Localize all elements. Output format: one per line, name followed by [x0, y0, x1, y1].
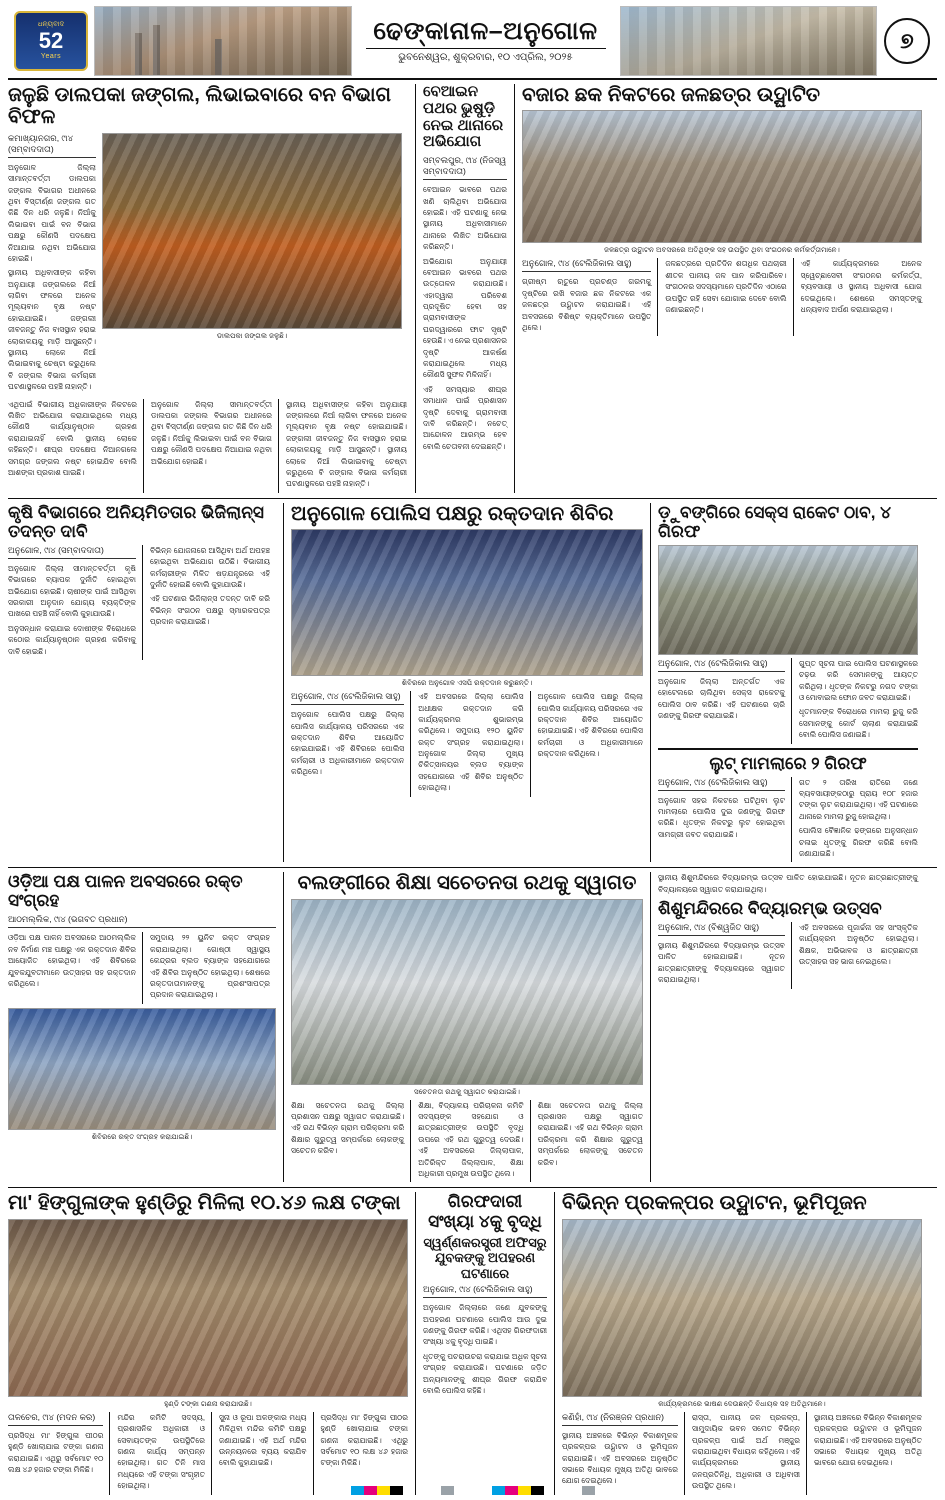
headline-illegal-stone: ବେଆଇନ ପଥର ଭୁଷୁଡ଼ି ନେଇ ଥାନାରେ ଅଭିଯୋଗ — [423, 83, 504, 151]
ratha-col-2 — [410, 1100, 523, 1183]
fire-para-5: ସ୍ଥାନୀୟ ଅଧିବାସୀଙ୍କ କହିବା ଅନୁଯାୟୀ ଜଙ୍ଗଲରେ ନିଆଁ ଲାଗିବା ଫଳରେ ଅନେକ ମୂଲ୍ୟବାନ ବୃକ୍ଷ ନଷ୍ଟ ହୋଇଯାଇଛି। ଜଙ୍ଗଲୀ ଜୀବଜନ୍ତୁ ନିଜ ବାସସ୍ଥାନ ହରାଇ ଲୋକାଳୟକୁ ମାଡ଼ି ଆସୁଛନ୍ତି। ସ୍ଥାନୀୟ ଲୋକେ ନିଆଁ ଲିଭାଇବାକୁ ଚେଷ୍ଟା କରୁଥିଲେ ବି ଜଙ୍ଗଲ ବିଭାଗ କର୍ମଚାରୀ ଘଟଣାସ୍ଥଳରେ ପହଞ୍ଚି ନାହାନ୍ତି। — [286, 399, 407, 489]
byline-loot: ଅନୁଗୋଳ, ୯ା୪ (ଟେଲିଜିକାଲ ସାହୁ) — [658, 777, 785, 791]
odia-blood-para-1: ଓଡ଼ିଆ ପକ୍ଷ ପାଳନ ଅବସରରେ ଆଠମଲ୍ଲିକ ନବ ନିର୍ମାଣ ମଞ୍ଚ ପକ୍ଷରୁ ଏକ ରକ୍ତଦାନ ଶିବିର ଆୟୋଜିତ ହୋଇଥିଲା। ଏହି ଶିବିରରେ ଯୁବକଯୁବତୀମାନେ ଉତ୍ସାହର ସହ ରକ୍ତଦାନ କରିଥିଲେ। — [8, 933, 136, 988]
inaug-para-1: ସ୍ଥାନୀୟ ଅଞ୍ଚଳରେ ବିଭିନ୍ନ ବିକାଶମୂଳକ ପ୍ରକଳ୍ପର ଉଦ୍ଘାଟନ ଓ ଭୂମିପୂଜନ କରାଯାଇଛି। ଏହି ଅବସରରେ ଅନୁଷ୍ଠିତ ସଭାରେ ବିଧାୟକ ମୁଖ୍ୟ ଅତିଥି ଭାବରେ ଯୋଗ ଦେଇଥିଲେ। — [562, 1430, 678, 1486]
section-ratha — [8, 868, 937, 1188]
school-col-1 — [658, 922, 785, 989]
article-water-kiosk — [514, 84, 922, 493]
color-bar-group-3 — [492, 1486, 544, 1495]
byline-fire: କମାଖ୍ୟାନଗର, ୯ା୪ (ସମ୍ବାଦଦାତା) — [8, 133, 96, 158]
ratha-col-1 — [291, 1100, 404, 1183]
byline-inauguration: କଣିହାଁ, ୯ା୪ (ନିରଞ୍ଜନ ପ୍ରଧାନ) — [562, 1412, 678, 1426]
temple-col-1 — [8, 1412, 103, 1495]
color-bar-group-1 — [351, 1486, 403, 1495]
caption-temple-hundi: ହୁଣ୍ଡି ଟଙ୍କା ଗଣନା କରାଯାଉଛି। — [164, 1398, 252, 1408]
fire-photo-col — [102, 133, 402, 396]
stone-para-2: ଅଭିଯୋଗ ଅନୁଯାୟୀ ବେଆଇନ ଭାବରେ ପଥର ଉତ୍ତୋଳନ କରାଯାଉଛି। ଏହାଦ୍ୱାରା ପରିବେଶ ପ୍ରଦୂଷିତ ହେବା ସହ ଗ୍ରାମବାସୀଙ୍କ ଘରଦ୍ୱାରରେ ଫାଟ ସୃଷ୍ଟି ହେଉଛି। ଏ ନେଇ ପ୍ରଶାସନର ଦୃଷ୍ଟି ଆକର୍ଷଣ କରାଯାଇଥିଲେ ମଧ୍ୟ କୌଣସି ସୁଫଳ ମିଳିନାହିଁ। — [423, 256, 507, 380]
caption-police-blood-camp: ଶିବିରରେ ଅନୁଗୋଳ ଏସପି ରକ୍ତଦାନ କରୁଛନ୍ତି। — [401, 678, 533, 688]
photo-forest-fire — [102, 133, 402, 329]
stone-para-1: ବେଆଇନ ଭାବରେ ପଥର ଖଣି ଚାଲିଥିବା ଅଭିଯୋଗ ହୋଇଛି। ଏହି ଘଟଣାକୁ ନେଇ ସ୍ଥାନୀୟ ଅଧିବାସୀମାନେ ଥାନାରେ ଲିଖିତ ଅଭିଯୋଗ କରିଛନ୍ତି। — [423, 185, 507, 252]
headline-forest-fire: ଜଳୁଛି ଡାଲପକା ଜଙ୍ଗଲ, ଲିଭାଇବାରେ ବନ ବିଭାଗ ବିଫଳ — [8, 84, 391, 129]
odia-blood-col-1 — [8, 932, 136, 1003]
photo-odia-blood — [8, 1008, 276, 1130]
article-forest-fire — [8, 84, 408, 493]
fire-para-2: ସ୍ଥାନୀୟ ଅଧିବାସୀଙ୍କ କହିବା ଅନୁଯାୟୀ ଜଙ୍ଗଲରେ ନିଆଁ ଲାଗିବା ଫଳରେ ଅନେକ ମୂଲ୍ୟବାନ ବୃକ୍ଷ ନଷ୍ଟ ହୋଇଯାଇଛି। ଜଙ୍ଗଲୀ ଜୀବଜନ୍ତୁ ନିଜ ବାସସ୍ଥାନ ହରାଇ ଲୋକାଳୟକୁ ମାଡ଼ି ଆସୁଛନ୍ତି। ସ୍ଥାନୀୟ ଲୋକେ ନିଆଁ ଲିଭାଇବାକୁ ଚେଷ୍ଟା କରୁଥିଲେ ବି ଜଙ୍ଗଲ ବିଭାଗ କର୍ମଚାରୀ ଘଟଣାସ୍ଥଳରେ ପହଞ୍ଚି ନାହାନ୍ତି। — [8, 268, 96, 392]
agri-para-3: ବିଭିନ୍ନ ଯୋଜନାରେ ଆସିଥିବା ଅର୍ଥ ଅପହଞ୍ଚ ହୋଇଥିବା ଅଭିଯୋଗ ଉଠିଛି। ବିଭାଗୀୟ କର୍ମଚାରୀଙ୍କ ମିଳିତ ଷଡ଼ଯନ୍ତ୍ରରେ ଏହି ଦୁର୍ନୀତି ହୋଇଛି ବୋଲି କୁହାଯାଉଛି। — [150, 545, 270, 589]
article-odia-blood — [8, 872, 276, 1182]
blood-para-3: ଅନୁଗୋଳ ପୋଲିସ ପକ୍ଷରୁ ଜିଲ୍ଲା ପୋଲିସ କାର୍ଯ୍ୟାଳୟ ପରିସରରେ ଏକ ରକ୍ତଦାନ ଶିବିର ଆୟୋଜିତ ହୋଇଯାଇଛି। ଏହି ଶିବିରରେ ପୋଲିସ କର୍ମଚାରୀ ଓ ଅଧିକାରୀମାନେ ରକ୍ତଦାନ କରିଥିଲେ। — [537, 692, 643, 759]
headline-loot: ଲୁଟ୍ ମାମଲାରେ ୨ ଗିରଫ — [709, 753, 867, 773]
water-text-col-3 — [793, 258, 922, 336]
agri-para-4: ଏହି ଘଟଣାର ଭିଜିଲାନ୍ସ ତଦନ୍ତ ଦାବି କରି ବିଭିନ୍ନ ସଂଗଠନ ପକ୍ଷରୁ ସ୍ମାରକପତ୍ର ପ୍ରଦାନ କରାଯାଇଛି। — [150, 594, 270, 627]
byline-water: ଅନୁଗୋଳ, ୯ା୪ (ଟେଲିଜିକାଲ ସାହୁ) — [522, 258, 651, 272]
headline-water-kiosk: ବଜାର ଛକ ନିକଟରେ ଜଳଛତ୍ର ଉଦ୍ଘାଟିତ — [522, 84, 821, 106]
masthead — [8, 6, 937, 80]
title-block — [352, 6, 620, 76]
inaug-col-3 — [806, 1412, 922, 1495]
headline-police-blood-camp: ଅନୁଗୋଳ ପୋଲିସ ପକ୍ଷରୁ ରକ୍ତଦାନ ଶିବିର — [291, 502, 614, 525]
school-col-2 — [791, 922, 918, 989]
fire-text-col-1 — [8, 133, 96, 396]
page-number: ୭ — [884, 18, 930, 64]
racket-para-3: ଧୃତମାନଙ୍କ ବିରୋଧରେ ମାମଲା ରୁଜୁ କରି ସେମାନଙ୍କୁ କୋର୍ଟ ଚାଲାଣ କରାଯାଇଛି ବୋଲି ପୋଲିସ ଜଣାଇଛି। — [798, 707, 918, 740]
badge-top-label: ଧନ୍ୟବାଦ — [37, 21, 65, 29]
photo-police-blood-camp — [291, 529, 643, 676]
headline-agriculture: କୃଷି ବିଭାଗରେ ଅନିୟମିତତାର ଭିଜିଲାନ୍ସ ତଦନ୍ତ ଦାବି — [8, 502, 264, 541]
headline-school: ଶିଶୁମନ୍ଦିରରେ ବିଦ୍ୟାରମ୍ଭ ଉତ୍ସବ — [658, 899, 882, 919]
racket-col-2 — [791, 658, 918, 744]
fire-text-col-3 — [143, 399, 272, 493]
arrest-para-2: ଧୃତଙ୍କୁ ପଚରାଉଚରା କରାଯାଇ ଅଧିକ ସୂଚନା ସଂଗ୍ରହ କରାଯାଉଛି। ଘଟଣାରେ ଜଡ଼ିତ ଅନ୍ୟମାନଙ୍କୁ ଶୀଘ୍ର ଗିରଫ କରାଯିବ ବୋଲି ପୋଲିସ କହିଛି। — [423, 1351, 547, 1396]
article-school — [650, 872, 918, 1182]
agri-para-2: ଅନୁସନ୍ଧାନ କରାଯାଇ ଦୋଷୀଙ୍କ ବିରୋଧରେ କଠୋର କାର୍ଯ୍ୟାନୁଷ୍ଠାନ ଗ୍ରହଣ କରିବାକୁ ଦାବି ହୋଇଛି। — [8, 623, 136, 656]
temple-col-2 — [109, 1412, 205, 1495]
water-text-col-1 — [522, 258, 651, 336]
loot-para-2: ଗତ ୨ ତାରିଖ ରାତିରେ ଜଣେ ବ୍ୟବସାୟୀଙ୍କଠାରୁ ପ୍ରାୟ ୧୦୮ ହଜାର ଟଙ୍କା ଲୁଟ କରାଯାଇଥିଲା। ଏହି ଘଟଣାରେ ଥାନାରେ ମାମଲା ରୁଜୁ ହୋଇଥିଲା। — [798, 777, 918, 821]
stone-para-3: ଏହି ସମସ୍ୟାର ଶୀଘ୍ର ସମାଧାନ ପାଇଁ ପ୍ରଶାସନ ଦୃଷ୍ଟି ଦେବାକୁ ଗ୍ରାମବାସୀ ଦାବି କରିଛନ୍ତି। ନଚେତ୍ ଆନ୍ଦୋଳନ ଆରମ୍ଭ ହେବ ବୋଲି ଚେତାବନୀ ଦେଇଛନ୍ତି। — [423, 384, 507, 451]
byline-temple: ତାଳଚେର, ୯ା୪ (ମଦନ କର) — [8, 1412, 103, 1426]
water-para-2: ଜଳଛତ୍ରରେ ପ୍ରତିଦିନ ଶତାଧିକ ପଥଚାରୀ ଶୀତଳ ପାନୀୟ ଜଳ ପାନ କରିପାରିବେ। ସଂଗଠନର ସଦସ୍ୟମାନେ ପ୍ରତିଦିନ ଏଠାରେ ଉପସ୍ଥିତ ରହି ସେବା ଯୋଗାଇ ଦେବେ ବୋଲି ଜଣାଇଛନ୍ତି। — [665, 259, 787, 314]
masthead-photo-right — [620, 6, 878, 76]
headline-inauguration: ବିଭିନ୍ନ ପ୍ରକଳ୍ପର ଉଦ୍ଘାଟନ, ଭୂମିପୂଜନ — [562, 1192, 867, 1215]
article-arrest-count — [415, 1192, 547, 1494]
temple-col-3 — [211, 1412, 307, 1495]
blood-col-1 — [291, 691, 404, 797]
school-para-2: ଏହି ଅବସରରେ ପୂଜାର୍ଚ୍ଚନା ସହ ସାଂସ୍କୃତିକ କାର୍ଯ୍ୟକ୍ରମ ଅନୁଷ୍ଠିତ ହୋଇଥିଲା। ଶିକ୍ଷକ, ଅଭିଭାବକ ଓ ଛାତ୍ରଛାତ୍ରୀ ଉତ୍ସାହର ସହ ଭାଗ ନେଇଥିଲେ। — [798, 923, 918, 967]
article-education-ratha — [283, 872, 643, 1182]
ratha-para-1: ଶିକ୍ଷା ସଚେତନତା ରଥକୁ ଜିଲ୍ଲା ପ୍ରଶାସନ ପକ୍ଷରୁ ସ୍ୱାଗତ କରାଯାଇଛି। ଏହି ରଥ ବିଭିନ୍ନ ଗ୍ରାମ ପରିକ୍ରମା କରି ଶିକ୍ଷାର ଗୁରୁତ୍ୱ ସମ୍ପର୍କରେ ଲୋକଙ୍କୁ ସଚେତନ କରିବ। — [291, 1100, 405, 1156]
ratha-para-2: ଶିକ୍ଷା, ବିଦ୍ୟାଳୟ ପରିଚାଳନା କମିଟି ସଦସ୍ୟଙ୍କ ସହଯୋଗ ଓ ଛାତ୍ରଛାତ୍ରୀଙ୍କ ଉପସ୍ଥିତି ବୃଦ୍ଧି ଉପରେ ଏହି ରଥ ଗୁରୁତ୍ୱ ଦେଉଛି। ଏହି ଅବସରରେ ଜିଲ୍ଲାପାଳ, ଅତିରିକ୍ତ ଜିଲ୍ଲାପାଳ, ଶିକ୍ଷା ଅଧିକାରୀ ପ୍ରମୁଖ ଉପସ୍ଥିତ ଥିଲେ। — [418, 1100, 524, 1179]
loot-col-2 — [791, 777, 918, 863]
anniversary-badge — [14, 11, 88, 71]
caption-forest-fire: ଡାଲପକା ଜଙ୍ଗଲ ଜଳୁଛି। — [216, 330, 288, 340]
photo-water-kiosk — [522, 110, 922, 243]
caption-inauguration: କାର୍ଯ୍ୟକ୍ରମରେ ଭାଷଣ ଦେଉଛନ୍ତି ବିଧାୟକ ସହ ଅତିଥିମାନେ। — [658, 1398, 826, 1408]
color-bar-group-2 — [441, 1486, 454, 1495]
article-illegal-stone — [415, 84, 507, 493]
badge-number: 52 — [38, 27, 64, 53]
school-para-1: ସ୍ଥାନୀୟ ଶିଶୁମନ୍ଦିରରେ ବିଦ୍ୟାରମ୍ଭ ଉତ୍ସବ ପାଳିତ ହୋଇଯାଇଛି। ନୂତନ ଛାତ୍ରଛାତ୍ରୀଙ୍କୁ ବିଦ୍ୟାଳୟରେ ସ୍ୱାଗତ କରାଯାଇଥିଲା। — [658, 941, 785, 985]
agri-para-1: ଅନୁଗୋଳ ଜିଲ୍ଲା ସୀମାନ୍ତବର୍ତ୍ତୀ କୃଷି ବିଭାଗରେ ବ୍ୟାପକ ଦୁର୍ନୀତି ହୋଇଥିବା ଅଭିଯୋଗ ହୋଇଛି। ଚାଷୀଙ୍କ ପାଇଁ ଆସିଥିବା ସରକାରୀ ଅନୁଦାନ ଯୋଗ୍ୟ ବ୍ୟକ୍ତିଙ୍କ ପାଖରେ ପହଞ୍ଚି ନାହିଁ ବୋଲି କୁହାଯାଉଛି। — [8, 563, 136, 619]
headline-education-ratha: ବଲଙ୍ଗୀରେ ଶିକ୍ଷା ସଚେତନତା ରଥକୁ ସ୍ୱାଗତ — [297, 872, 637, 895]
inaug-para-3: ସ୍ଥାନୀୟ ଅଞ୍ଚଳରେ ବିଭିନ୍ନ ବିକାଶମୂଳକ ପ୍ରକଳ୍ପର ଉଦ୍ଘାଟନ ଓ ଭୂମିପୂଜନ କରାଯାଇଛି। ଏହି ଅବସରରେ ଅନୁଷ୍ଠିତ ସଭାରେ ବିଧାୟକ ମୁଖ୍ୟ ଅତିଥି ଭାବରେ ଯୋଗ ଦେଇଥିଲେ। — [813, 1412, 923, 1468]
fire-para-1: ଅନୁଗୋଳ ଜିଲ୍ଲା ସୀମାନ୍ତବର୍ତ୍ତୀ ଡାଲପକା ଜଙ୍ଗଲ ବିଭାଗର ଅଧୀନରେ ଥିବା ବିସ୍ତୀର୍ଣ୍ଣ ଜଙ୍ଗଲ ଗତ କିଛି ଦିନ ଧରି ଜଳୁଛି। ନିଆଁକୁ ଲିଭାଇବା ପାଇଁ ବନ ବିଭାଗ ପକ୍ଷରୁ କୌଣସି ପଦକ୍ଷେପ ନିଆଯାଇ ନଥିବା ଅଭିଯୋଗ ହୋଇଛି। — [8, 162, 96, 263]
article-agriculture — [8, 503, 276, 863]
racket-col-1 — [658, 658, 785, 744]
water-text-col-2 — [657, 258, 786, 336]
byline-stone: ସମ୍ବଲପୁର, ୯ା୪ (ନିଜସ୍ୱ ସମ୍ବାଦଦାତା) — [423, 155, 507, 180]
byline-racket: ଅନୁଗୋଳ, ୯ା୪ (ଟେଲିଜିକାଲ ସାହୁ) — [658, 658, 785, 672]
section-middle — [8, 499, 937, 869]
page-title: ଢେଙ୍କାନାଳ–ଅନୁଗୋଳ — [373, 17, 598, 45]
headline-odia-blood: ଓଡ଼ିଆ ପକ୍ଷ ପାଳନ ଅବସରରେ ରକ୍ତ ସଂଗ୍ରହ — [8, 872, 243, 911]
caption-odia-blood: ଶିବିରରେ ରକ୍ତ ସଂଗ୍ରହ କରାଯାଇଛି। — [91, 1131, 193, 1141]
odia-blood-para-2: ସମୁଦାୟ ୨୨ ୟୁନିଟ ରକ୍ତ ସଂଗ୍ରହ କରାଯାଇଥିଲା। ଗୋଷ୍ଠୀ ସ୍ୱାସ୍ଥ୍ୟ କେନ୍ଦ୍ରର ବ୍ଲଡ ବ୍ୟାଙ୍କ ସହଯୋଗରେ ଏହି ଶିବିର ଅନୁଷ୍ଠିତ ହୋଇଥିଲା। ଶେଷରେ ରକ୍ତଦାତାମାନଙ୍କୁ ପ୍ରଶଂସାପତ୍ର ପ୍ରଦାନ କରାଯାଇଥିଲା। — [150, 933, 270, 1000]
loot-col-1 — [658, 777, 785, 863]
article-inauguration — [554, 1192, 922, 1494]
section-top — [8, 80, 937, 499]
fire-para-3: ଏଥିପାଇଁ ବିଭାଗୀୟ ଅଧିକାରୀଙ୍କ ନିକଟରେ ଲିଖିତ ଅଭିଯୋଗ କରାଯାଇଥିଲେ ମଧ୍ୟ କୌଣସି କାର୍ଯ୍ୟାନୁଷ୍ଠାନ ଗ୍ରହଣ କରାଯାଇନାହିଁ ବୋଲି ସ୍ଥାନୀୟ ଲୋକେ କହିଛନ୍ତି। ଶୀଘ୍ର ପଦକ୍ଷେପ ନିଆନଗଲେ ସମଗ୍ର ଜଙ୍ଗଲ ନଷ୍ଟ ହୋଇଯିବ ବୋଲି ଆଶଙ୍କା ପ୍ରକାଶ ପାଇଛି। — [8, 399, 137, 477]
arrest-para-1: ଅନୁଗୋଳ ଜିଲ୍ଲାରେ ଜଣେ ଯୁବକଙ୍କୁ ଅପହରଣ ଘଟଣାରେ ପୋଲିସ ଆଉ ଦୁଇ ଜଣଙ୍କୁ ଗିରଫ କରିଛି। ଏଥିସହ ଗିରଫଦାରୀ ସଂଖ୍ୟା ୪କୁ ବୃଦ୍ଧି ପାଇଛି। — [423, 1303, 547, 1347]
headline-sex-racket: ଡ଼ୁବଙ୍ଗିରେ ସେକ୍ସ ରାକେଟ ଠାବ, ୪ ଗିରଫ — [658, 502, 892, 541]
caption-water-kiosk: ଜଳଛତ୍ର ଉଦ୍ଘାଟନ ଅବସରରେ ଅତିଥିଙ୍କ ସହ ଉପସ୍ଥିତ ଥିବା ସଂଗଠନର କର୍ମକର୍ତ୍ତାମାନେ। — [604, 245, 840, 255]
byline-agri: ଅନୁଗୋଳ, ୯ା୪ (ସମ୍ବାଦଦାତା) — [8, 545, 136, 559]
inaug-para-2: ରାସ୍ତା, ପାନୀୟ ଜଳ ପ୍ରକଳ୍ପ, ସାମୁଦାୟିକ ଭବନ ସମେତ ବିଭିନ୍ନ ପ୍ରକଳ୍ପ ପାଇଁ ଅର୍ଥ ମଞ୍ଜୁର କରାଯାଇଥିବା ବିଧାୟକ କହିଥିଲେ। ଏହି କାର୍ଯ୍ୟକ୍ରମରେ ସ୍ଥାନୀୟ ଜନପ୍ରତିନିଧି, ଅଧିକାରୀ ଓ ଅଧିବାସୀ ଉପସ୍ଥିତ ଥିଲେ। — [691, 1412, 800, 1491]
photo-inauguration — [562, 1219, 922, 1397]
byline-arrest-count: ଅନୁଗୋଳ, ୯ା୪ (ଟେଲିଜିକାଲ ସାହୁ) — [423, 1284, 547, 1298]
registration-color-bars — [0, 1486, 945, 1495]
temple-para-2: ମନ୍ଦିର କମିଟି ସଦସ୍ୟ, ପ୍ରଶାସନିକ ଅଧିକାରୀ ଓ ସେବାୟତଙ୍କ ଉପସ୍ଥିତିରେ ଗଣନା କାର୍ଯ୍ୟ ସମ୍ପନ୍ନ ହୋଇଥିଲା। ଗତ ତିନି ମାସ ମଧ୍ୟରେ ଏହି ଟଙ୍କା ସଂଗୃହୀତ ହୋଇଥିଲା। — [117, 1412, 205, 1491]
inaug-col-2 — [684, 1412, 800, 1495]
color-bar-group-4 — [582, 1486, 595, 1495]
page-number-wrap — [877, 6, 937, 76]
agri-col-1 — [8, 545, 136, 660]
blood-col-3 — [530, 691, 643, 797]
dateline: ଭୁବନେଶ୍ୱର, ଶୁକ୍ରବାର, ୧୦ ଏପ୍ରିଲ, ୨୦୨୫ — [398, 52, 573, 63]
byline-odia-blood: ଆଠମଲ୍ଲିକ, ୯ା୪ (ଭଗବତ ପ୍ରଧାନ) — [8, 914, 276, 928]
inaug-col-1 — [562, 1412, 678, 1495]
temple-para-4: ପ୍ରସିଦ୍ଧ ମା' ହିଙ୍ଗୁଳା ପୀଠର ହୁଣ୍ଡି ଖୋଲାଯାଇ ଟଙ୍କା ଗଣନା କରାଯାଇଛି। ଏଥିରୁ ସର୍ବମୋଟ ୧୦ ଲକ୍ଷ ୪୬ ହଜାର ଟଙ୍କା ମିଳିଛି। — [320, 1412, 409, 1468]
agri-col-2 — [142, 545, 270, 660]
title-divider — [366, 48, 606, 49]
ratha-para-3: ଶିକ୍ଷା ସଚେତନତା ରଥକୁ ଜିଲ୍ଲା ପ୍ରଶାସନ ପକ୍ଷରୁ ସ୍ୱାଗତ କରାଯାଇଛି। ଏହି ରଥ ବିଭିନ୍ନ ଗ୍ରାମ ପରିକ୍ରମା କରି ଶିକ୍ଷାର ଗୁରୁତ୍ୱ ସମ୍ପର୍କରେ ଲୋକଙ୍କୁ ସଚେତନ କରିବ। — [537, 1100, 643, 1167]
racket-divider — [658, 748, 918, 750]
blood-para-2: ଏହି ଅବସରରେ ଜିଲ୍ଲା ପୋଲିସ ଅଧୀକ୍ଷକ ରକ୍ତଦାନ କରି କାର୍ଯ୍ୟକ୍ରମର ଶୁଭାରମ୍ଭ କରିଥିଲେ। ସମୁଦାୟ ୧୨୦ ୟୁନିଟ ରକ୍ତ ସଂଗ୍ରହ କରାଯାଇଥିଲା। ଅନୁଗୋଳ ଜିଲ୍ଲା ମୁଖ୍ୟ ଚିକିତ୍ସାଳୟର ବ୍ଲଡ ବ୍ୟାଙ୍କ ସହଯୋଗରେ ଏହି ଶିବିର ଅନୁଷ୍ଠିତ ହୋଇଥିଲା। — [418, 692, 524, 793]
byline-school: ଅନୁଗୋଳ, ୯ା୪ (ବିଶ୍ୱଜିତ ସାହୁ) — [658, 922, 785, 936]
photo-temple-hundi — [8, 1219, 408, 1397]
article-temple-hundi — [8, 1192, 408, 1494]
odia-blood-col-2 — [142, 932, 270, 1003]
fire-text-col-4 — [278, 399, 407, 493]
article-police-blood-camp — [283, 503, 643, 863]
badge-unit: Years — [40, 53, 62, 61]
fire-text-col-2 — [8, 399, 137, 493]
water-para-3: ଏହି କାର୍ଯ୍ୟକ୍ରମରେ ଅନେକ ସ୍ୱେଚ୍ଛାସେବୀ ସଂଗଠନର କର୍ମକର୍ତ୍ତା, ବ୍ୟବସାୟୀ ଓ ସ୍ଥାନୀୟ ଅଧିବାସୀ ଯୋଗ ଦେଇଥିଲେ। ଶେଷରେ ସମସ୍ତଙ୍କୁ ଧନ୍ୟବାଦ ଅର୍ପଣ କରାଯାଇଥିଲା। — [800, 259, 922, 314]
school-lead-para: ସ୍ଥାନୀୟ ଶିଶୁମନ୍ଦିରରେ ବିଦ୍ୟାରମ୍ଭ ଉତ୍ସବ ପାଳିତ ହୋଇଯାଇଛି। ନୂତନ ଛାତ୍ରଛାତ୍ରୀଙ୍କୁ ବିଦ୍ୟାଳୟରେ ସ୍ୱାଗତ କରାଯାଇଥିଲା। — [658, 873, 918, 894]
headline-temple-hundi: ମା' ହିଙ୍ଗୁଳାଙ୍କ ହୁଣ୍ଡିରୁ ମିଳିଲା ୧୦.୪୬ ଲକ୍ଷ ଟଙ୍କା — [8, 1192, 401, 1215]
racket-para-2: ଗୁପ୍ତ ସୂଚନା ପାଇ ପୋଲିସ ଘଟଣାସ୍ଥଳରେ ଚଢ଼ଉ କରି ସେମାନଙ୍କୁ ଆୟତ୍ତ କରିଥିଲା। ଧୃତଙ୍କ ନିକଟରୁ ନଗଦ ଟଙ୍କା ଓ ମୋବାଇଲ ଫୋନ ଜବତ କରାଯାଇଛି। — [798, 658, 918, 702]
byline-blood-police: ଅନୁଗୋଳ, ୯ା୪ (ଟେଲିଜିକାଲ ସାହୁ) — [291, 691, 404, 705]
article-sex-racket — [650, 503, 918, 863]
caption-education-ratha: ସଚେତନତା ରଥକୁ ସ୍ୱାଗତ କରାଯାଇଛି। — [414, 1086, 520, 1096]
temple-col-4 — [313, 1412, 409, 1495]
blood-col-2 — [410, 691, 523, 797]
photo-education-ratha — [291, 899, 643, 1085]
racket-para-1: ଅନୁଗୋଳ ଜିଲ୍ଲା ଅନ୍ତର୍ଗତ ଏକ ହୋଟେଲରେ ଚାଲିଥିବା ସେକ୍ସ ରାକେଟକୁ ପୋଲିସ ଠାବ କରିଛି। ଏହି ଘଟଣାରେ ଚାରି ଜଣଙ୍କୁ ଗିରଫ କରାଯାଇଛି। — [658, 676, 785, 720]
loot-para-1: ଅନୁଗୋଳ ସହର ନିକଟରେ ଘଟିଥିବା ଲୁଟ ମାମଲାରେ ପୋଲିସ ଦୁଇ ଜଣଙ୍କୁ ଗିରଫ କରିଛି। ଧୃତଙ୍କ ନିକଟରୁ ଲୁଟ ହୋଇଥିବା ସାମଗ୍ରୀ ଜବତ କରାଯାଇଛି। — [658, 795, 785, 839]
masthead-photo-left — [94, 6, 352, 76]
blood-para-1: ଅନୁଗୋଳ ପୋଲିସ ପକ୍ଷରୁ ଜିଲ୍ଲା ପୋଲିସ କାର୍ଯ୍ୟାଳୟ ପରିସରରେ ଏକ ରକ୍ତଦାନ ଶିବିର ଆୟୋଜିତ ହୋଇଯାଇଛି। ଏହି ଶିବିରରେ ପୋଲିସ କର୍ମଚାରୀ ଓ ଅଧିକାରୀମାନେ ରକ୍ତଦାନ କରିଥିଲେ। — [291, 710, 405, 777]
loot-para-3: ପୋଲିସ ବୈଜ୍ଞାନିକ ଢଙ୍ଗରେ ଅନୁସନ୍ଧାନ ଚଳାଇ ଧୃତଙ୍କୁ ଗିରଫ କରିଛି ବୋଲି ଜଣାଯାଇଛି। — [798, 826, 918, 858]
fire-para-4: ଅନୁଗୋଳ ଜିଲ୍ଲା ସୀମାନ୍ତବର୍ତ୍ତୀ ଡାଲପକା ଜଙ୍ଗଲ ବିଭାଗର ଅଧୀନରେ ଥିବା ବିସ୍ତୀର୍ଣ୍ଣ ଜଙ୍ଗଲ ଗତ କିଛି ଦିନ ଧରି ଜଳୁଛି। ନିଆଁକୁ ଲିଭାଇବା ପାଇଁ ବନ ବିଭାଗ ପକ୍ଷରୁ କୌଣସି ପଦକ୍ଷେପ ନିଆଯାଇ ନଥିବା ଅଭିଯୋଗ ହୋଇଛି। — [151, 399, 272, 466]
ratha-col-3 — [530, 1100, 643, 1183]
water-para-1: ଗ୍ରୀଷ୍ମ ଋତୁରେ ପ୍ରଚଣ୍ଡ ଗରମକୁ ଦୃଷ୍ଟିରେ ରଖି ବଜାର ଛକ ନିକଟରେ ଏକ ଜଳଛତ୍ର ଉଦ୍ଘାଟନ କରାଯାଇଛି। ଏହି ଅବସରରେ ବିଶିଷ୍ଟ ବ୍ୟକ୍ତିମାନେ ଉପସ୍ଥିତ ଥିଲେ। — [522, 277, 652, 332]
subhead-arrest-count: ସ୍ୱର୍ଣ୍ଣକରସ୍ତ୍ରୀ ଅଫିସରୁ ଯୁବକଙ୍କୁ ଅପହରଣ ଘଟଣାରେ — [423, 1234, 547, 1281]
photo-sex-racket — [658, 545, 918, 655]
anniversary-badge-wrap — [8, 6, 94, 76]
temple-para-3: ସୁନା ଓ ରୂପା ଅଳଙ୍କାର ମଧ୍ୟ ମିଳିଥିବା ମନ୍ଦିର କମିଟି ପକ୍ଷରୁ ଜଣାଯାଇଛି। ଏହି ଅର୍ଥ ମନ୍ଦିର ଉନ୍ନୟନରେ ବ୍ୟୟ କରାଯିବ ବୋଲି କୁହାଯାଇଛି। — [218, 1412, 307, 1468]
temple-para-1: ପ୍ରସିଦ୍ଧ ମା' ହିଙ୍ଗୁଳା ପୀଠର ହୁଣ୍ଡି ଖୋଲାଯାଇ ଟଙ୍କା ଗଣନା କରାଯାଇଛି। ଏଥିରୁ ସର୍ବମୋଟ ୧୦ ଲକ୍ଷ ୪୬ ହଜାର ଟଙ୍କା ମିଳିଛି। — [8, 1430, 104, 1474]
headline-arrest-count: ଗିରଫଦାରୀ ସଂଖ୍ୟା ୪କୁ ବୃଦ୍ଧି — [428, 1192, 542, 1231]
section-bottom — [8, 1188, 937, 1499]
